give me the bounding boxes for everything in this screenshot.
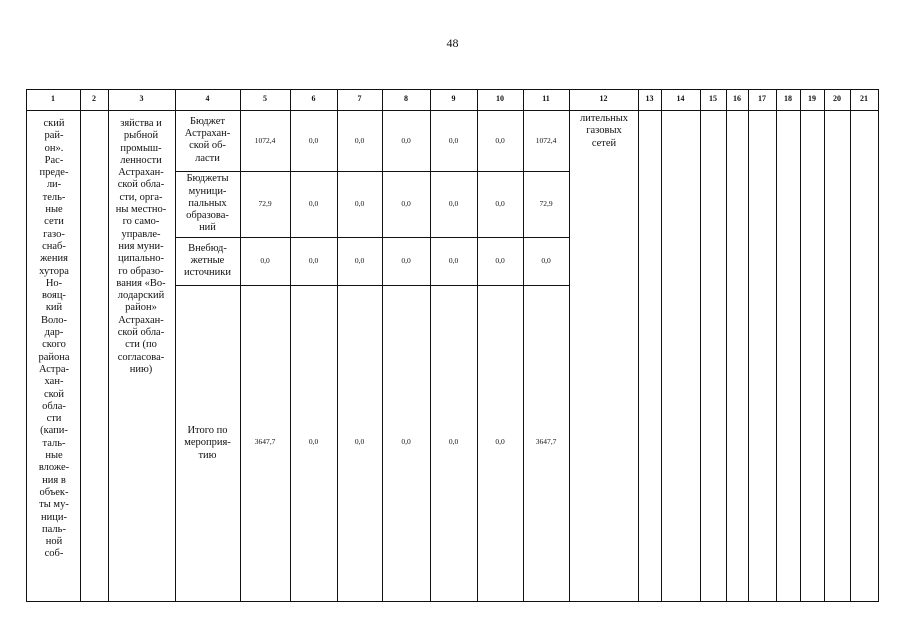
value-cell: 1072,4 — [254, 135, 276, 145]
grid-hline — [26, 110, 879, 111]
header-cell-16: 16 — [733, 94, 741, 103]
header-cell-3: 3 — [139, 94, 144, 103]
value-cell: 0,0 — [401, 199, 411, 208]
value-cell: 0,0 — [495, 135, 505, 145]
funding-source-cell: Итого по мероприя- тию — [184, 425, 231, 461]
grid-vline — [80, 89, 81, 602]
value-cell: 0,0 — [448, 199, 459, 208]
grid-vline — [337, 89, 338, 602]
header-cell-20: 20 — [833, 94, 841, 103]
value-cell: 0,0 — [354, 135, 365, 145]
value-cell: 72,9 — [258, 199, 272, 208]
funding-source-cell: Бюджеты муници- пальных образова- ний — [186, 173, 229, 234]
col12-indicator: лительных газовых сетей — [579, 113, 629, 149]
header-cell-7: 7 — [357, 94, 362, 103]
header-cell-18: 18 — [784, 94, 792, 103]
grid-vline — [382, 89, 383, 602]
value-cell: 0,0 — [308, 256, 319, 265]
grid-vline — [569, 89, 570, 602]
header-cell-10: 10 — [496, 94, 504, 103]
grid-hline — [26, 601, 879, 602]
value-cell: 0,0 — [448, 437, 459, 446]
col1-measure-name: ский рай- он». Рас- преде- ли- тель- ные сети газо- снаб- жения хутора Но- вояц- кий Воло- дар- ского района Астра- хан- ской обла- сти (капи- таль- ные вложе- ния в объек- ты му- ници- паль- ной соб- — [38, 118, 70, 560]
grid-vline — [523, 89, 524, 602]
header-cell-21: 21 — [860, 94, 868, 103]
grid-hline — [175, 171, 570, 172]
value-cell: 0,0 — [495, 199, 505, 208]
grid-vline — [430, 89, 431, 602]
header-cell-15: 15 — [709, 94, 717, 103]
header-cell-2: 2 — [92, 94, 96, 103]
value-cell: 0,0 — [401, 437, 411, 446]
header-cell-9: 9 — [451, 94, 456, 103]
value-cell: 0,0 — [308, 199, 319, 208]
header-cell-19: 19 — [808, 94, 816, 103]
value-cell: 0,0 — [401, 256, 411, 265]
header-cell-12: 12 — [599, 94, 608, 103]
value-cell: 0,0 — [354, 437, 365, 446]
grid-vline — [850, 89, 851, 602]
value-cell: 3647,7 — [535, 437, 557, 446]
grid-vline — [175, 89, 176, 602]
value-cell: 0,0 — [354, 256, 365, 265]
funding-source-cell: Внебюд- жетные источники — [184, 242, 231, 279]
value-cell: 72,9 — [539, 199, 553, 208]
value-cell: 0,0 — [260, 256, 270, 265]
header-cell-4: 4 — [205, 94, 210, 103]
grid-vline — [726, 89, 727, 602]
header-cell-1: 1 — [51, 94, 55, 103]
header-cell-5: 5 — [263, 94, 267, 103]
value-cell: 0,0 — [495, 437, 505, 446]
grid-vline — [661, 89, 662, 602]
value-cell: 0,0 — [448, 256, 459, 265]
page-number: 48 — [446, 36, 459, 50]
value-cell: 0,0 — [354, 199, 365, 208]
header-cell-13: 13 — [645, 94, 654, 103]
value-cell: 0,0 — [495, 256, 505, 265]
grid-vline — [477, 89, 478, 602]
grid-vline — [800, 89, 801, 602]
value-cell: 0,0 — [401, 135, 411, 145]
grid-hline — [175, 285, 570, 286]
value-cell: 0,0 — [308, 135, 319, 145]
value-cell: 0,0 — [448, 135, 459, 145]
value-cell: 0,0 — [308, 437, 319, 446]
grid-hline — [175, 237, 570, 238]
grid-vline — [638, 89, 639, 602]
value-cell: 1072,4 — [535, 135, 557, 145]
funding-source-cell: Бюджет Астрахан- ской об- ласти — [184, 115, 231, 164]
grid-vline — [878, 89, 879, 602]
header-cell-6: 6 — [311, 94, 316, 103]
col3-executor: зяйства и рыбной промыш- ленности Астрахан- ской обла- сти, орга- ны местно- го само- управле- ния муни- ципально- го образо- вания «Во- лодарский район» Астрахан- ской обла- сти (по согласова- нию) — [115, 118, 167, 375]
value-cell: 3647,7 — [254, 437, 276, 446]
header-cell-11: 11 — [542, 94, 550, 103]
grid-vline — [776, 89, 777, 602]
grid-vline — [290, 89, 291, 602]
grid-vline — [824, 89, 825, 602]
grid-vline — [700, 89, 701, 602]
value-cell: 0,0 — [541, 256, 551, 265]
header-cell-14: 14 — [676, 94, 685, 103]
grid-vline — [240, 89, 241, 602]
grid-vline — [26, 89, 27, 602]
header-cell-8: 8 — [404, 94, 408, 103]
header-cell-17: 17 — [758, 94, 766, 103]
grid-vline — [748, 89, 749, 602]
